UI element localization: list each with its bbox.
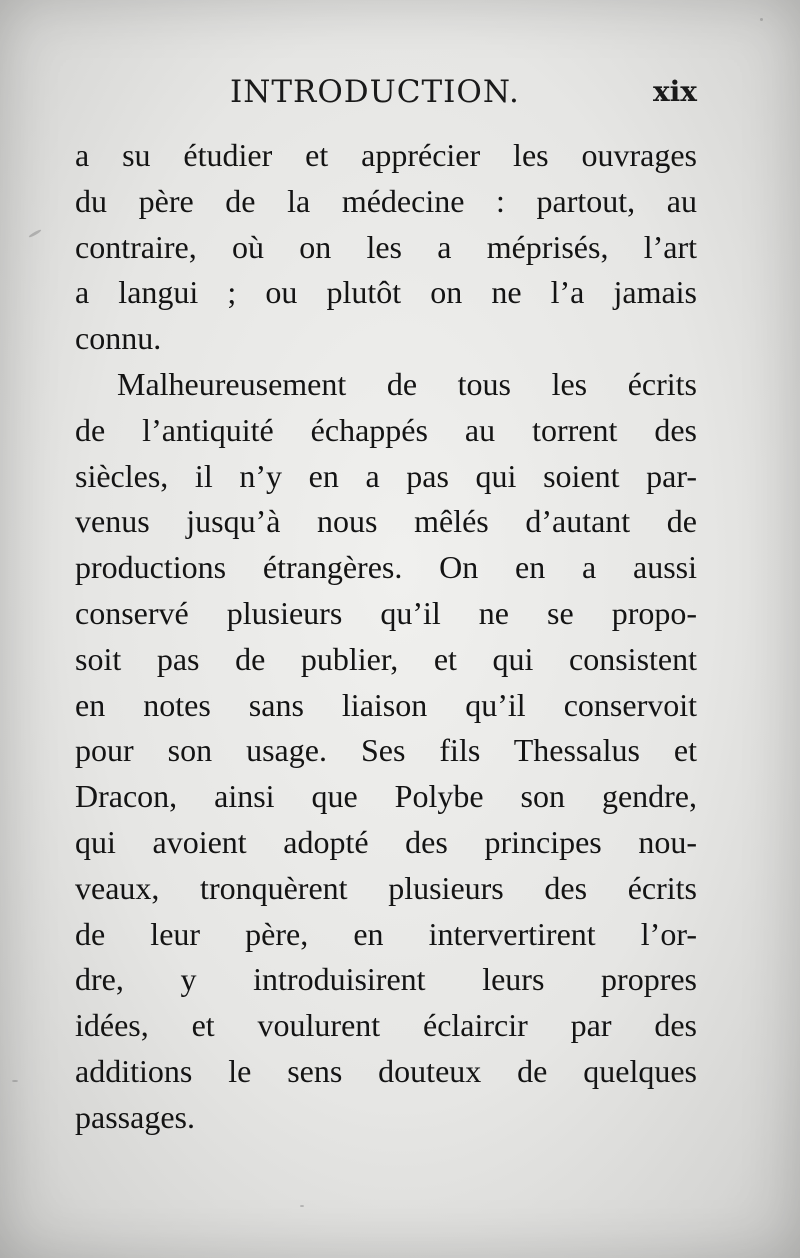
text-line: passages.: [75, 1098, 195, 1135]
paper-speck: [28, 229, 42, 239]
paper-speck: [300, 1205, 304, 1207]
text-line: venus jusqu’à nous mêlés d’autant de: [75, 503, 697, 540]
text-line: de l’antiquité échappés au torrent des: [75, 411, 697, 448]
text-line: Malheureusement de tous les écrits: [117, 365, 697, 402]
paper-speck: [760, 18, 763, 21]
text-line: a su étudier et apprécier les ouvrages: [75, 137, 697, 173]
text-line: veaux, tronquèrent plusieurs des écrits: [75, 869, 697, 906]
page-header: [75, 70, 697, 114]
text-line: siècles, il n’y en a pas qui soient par-: [75, 457, 697, 494]
text-line: conservé plusieurs qu’il ne se propo-: [75, 594, 697, 631]
text-line: connu.: [75, 320, 162, 357]
text-line: idées, et voulurent éclaircir par des: [75, 1007, 697, 1044]
page-number: xix: [652, 75, 697, 108]
text-line: Dracon, ainsi que Polybe son gendre,: [75, 778, 697, 815]
text-line: a langui ; ou plutôt on ne l’a jamais: [75, 274, 697, 311]
text-line: productions étrangères. On en a aussi: [75, 549, 697, 586]
text-line: pour son usage. Ses fils Thessalus et: [75, 732, 697, 769]
text-line: contraire, où on les a méprisés, l’art: [75, 228, 697, 265]
body-text: [75, 133, 697, 1141]
text-line: en notes sans liaison qu’il conservoit: [75, 686, 697, 723]
text-line: dre, y introduisirent leurs propres: [75, 961, 697, 998]
text-line: de leur père, en intervertirent l’or-: [75, 915, 697, 952]
text-line: qui avoient adopté des principes nou-: [75, 823, 697, 860]
text-line: additions le sens douteux de quelques: [75, 1052, 697, 1089]
text-line: soit pas de publier, et qui consistent: [75, 640, 697, 677]
paper-speck: [12, 1080, 18, 1082]
running-title: INTRODUCTION.: [230, 74, 520, 110]
text-line: du père de la médecine : partout, au: [75, 182, 697, 219]
